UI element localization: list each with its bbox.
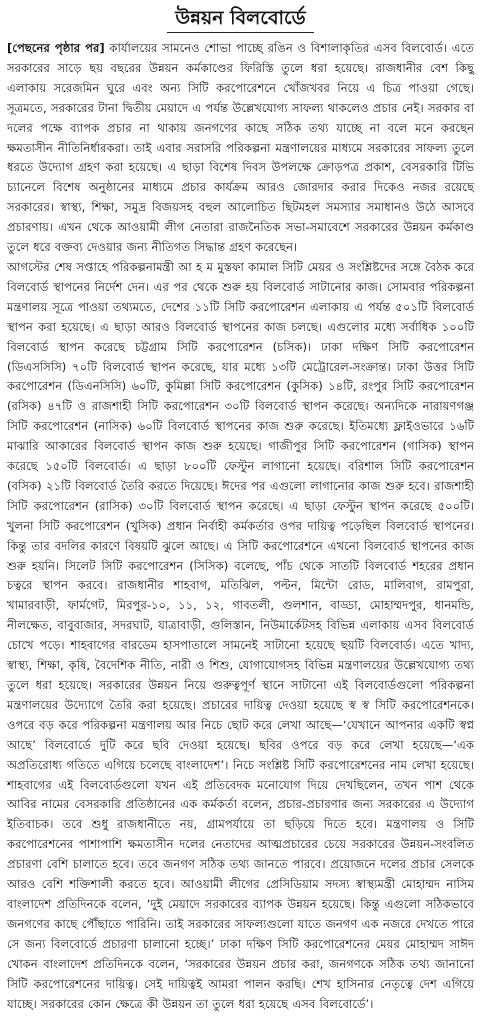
article-body xyxy=(7,39,474,1014)
paragraph-2-text: আগস্টের শেষ সপ্তাহে পরিকল্পনামন্ত্রী আ হ ম মুস্তফা কামাল সিটি মেয়র ও সংশ্লিষ্টদের সঙ্গে বৈঠক করে বিলবোর্ড স্থাপনের নির্দেশ দেন। এর পর থেকে শুরু হয় বিলবোর্ড সাটানোর কাজ। সোমবার পরিকল্পনা মন্ত্রণালয় সূত্রে পাওয়া তথ্যমতে, দেশের ১১টি সিটি করপোরেশন এলাকায় এ পর্যন্ত ৫০১টি বিলবোর্ড স্থাপন করা হয়েছে। এ ছাড়া আরও বিলবোর্ড স্থাপনের কাজ চলছে। এগুলোর মধ্যে সর্বাধিক ১০০টি বিলবোর্ড স্থাপন করেছে চট্টগ্রাম সিটি করপোরেশন (চসিক)। ঢাকা দক্ষিণ সিটি করপোরেশন (ডিএসসিসি) ৭০টি বিলবোর্ড স্থাপন করেছে, যার মধ্যে ১৩টি মেট্রোরেল-সংক্রান্ত। ঢাকা উত্তর সিটি করপোরেশন (ডিএনসিসি) ৬০টি, কুমিল্লা সিটি করপোরেশন (কুসিক) ১৪টি, রংপুর সিটি করপোরেশন (রসিক) ৪৭টি ও রাজশাহী সিটি করপোরেশন ৩০টি বিলবোর্ড স্থাপন করেছে। অন্যদিকে নারায়ণগঞ্জ সিটি করপোরেশন (নাসিক) ৬০টি বিলবোর্ড স্থাপনের কাজ শুরু করেছে। ইতিমধ্যে ফ্লাইওভারে ১৬টি মাঝারি আকারের বিলবোর্ড স্থাপন কাজ শুরু হয়েছে। গাজীপুর সিটি করপোরেশন (গাসিক) স্থাপন করেছে ১৫০টি বিলবোর্ড। এ ছাড়া ৮০০টি ফেস্টুন লাগানো হয়েছে। বরিশাল সিটি করপোরেশন (বসিক) ২১টি বিলবোর্ড তৈরি করতে দিয়েছে। ঈদের পর এগুলো লাগানোর কাজ শুরু হবে। রাজশাহী সিটি করপোরেশন (রাসিক) ৩০টি বিলবোর্ড স্থাপন করেছে। এ ছাড়া ফেস্টুন স্থাপন করেছে ৫০০টি। খুলনা সিটি করপোরেশন (খুসিক) প্রধান নির্বাহী কর্মকর্তার ওপর দায়িত্ব পড়েছিল বিলবোর্ড স্থাপনের। কিন্তু তার বদলির কারণে বিষয়টি ঝুলে আছে। এ সিটি করপোরেশনে এখনো বিলবোর্ড স্থাপনের কাজ শুরু হয়নি। সিলেট সিটি করপোরেশন (সিসিক) বলেছে, পাঁচ থেকে সাতটি বিলবোর্ড শহরের প্রধান চত্বরে স্থাপন করবে। রাজধানীর শাহবাগ, মতিঝিল, পল্টন, মিন্টো রোড, মালিবাগ, রামপুরা, খামারবাড়ী, ফার্মগেট, মিরপুর-১০, ১১, ১২, গাবতলী, গুলশান, বাড্ডা, মোহাম্মদপুর, ধানমন্ডি, নীলক্ষেত, বাবুবাজার, সদরঘাট, যাত্রাবাড়ী, গুলিস্তান, নিউমার্কেটসহ বিভিন্ন এলাকায় এসব বিলবোর্ড চোখে পড়ে। শাহবাগের বারডেম হাসপাতালে সামনেই সাটানো হয়েছে ছয়টি বিলবোর্ড। এতে খাদ্য, স্বাস্থ্য, শিক্ষা, কৃষি, বৈদেশিক নীতি, নারী ও শিশু, যোগাযোগসহ বিভিন্ন মন্ত্রণালয়ের উল্লেখযোগ্য তথ্য তুলে ধরা হয়েছে। সরকারের উন্নয়ন নিয়ে গুরুত্বপূর্ণ স্থানে সাটানো এই বিলবোর্ডগুলো পরিকল্পনা মন্ত্রণালয়ের উদ্যোগে তৈরি করা হয়েছে। প্রচারের দায়িত্ব দেওয়া হয়েছে স্ব স্ব সিটি করপোরেশনকে। ওপরে বড় করে পরিকল্পনা মন্ত্রণালয় আর নিচে ছোট করে লেখা আছে—‘যেখানে আপনার একটি স্বপ্ন আছে’ বিলবোর্ডে দুটি করে ছবি দেওয়া হয়েছে। ছবির ওপরে বড় করে লেখা হয়েছে—‘এক অপ্রতিরোধ্য গতিতে এগিয়ে চলেছে বাংলাদেশ’। নিচে সংশ্লিষ্ট সিটি করপোরেশনের নাম লেখা হয়েছে। শাহবাগের এই বিলবোর্ডগুলো যখন এই প্রতিবেদক মনোযোগ দিয়ে দেখছিলেন, তখন পাশ থেকে আবির নামের বেসরকারি প্রতিষ্ঠানের এক কর্মকর্তা বলেন, প্রচার-প্রচারণার জন্য সরকারের এ উদ্যোগ ইতিবাচক। তবে শুধু রাজধানীতে নয়, গ্রামপর্যায়ে তা ছড়িয়ে দিতে হবে। মন্ত্রণালয় ও সিটি করপোরেশনের পাশাপাশি ক্ষমতাসীন দলের নেতাদের আত্মপ্রচারের চেয়ে সরকারের উন্নয়ন-সংবলিত প্রচারণা বেশি চালাতে হবে। তবে জনগণ সঠিক তথ্য জানতে পারবে। প্রয়োজনে দলের প্রচার সেলকে আরও বেশি শক্তিশালী করতে হবে। আওয়ামী লীগের প্রেসিডিয়াম সদস্য স্বাস্থ্যমন্ত্রী মোহাম্মদ নাসিম বাংলাদেশ প্রতিদিনকে বলেন, ‘দুই মেয়াদে সরকারের ব্যাপক উন্নয়ন হয়েছে। কিন্তু এগুলো সঠিকভাবে জনগণের কাছে পৌঁছাতে পারিনি। তাই সরকারের সাফল্যগুলো যাতে জনগণ এক নজরে দেখতে পারে সে জন্য বিলবোর্ডে প্রচারণা চালানো হচ্ছে।’ ঢাকা দক্ষিণ সিটি করপোরেশনের মেয়র মোহাম্মদ সাঈদ খোকন বাংলাদেশ প্রতিদিনকে বলেন, ‘সরকারের উন্নয়ন প্রচার করা, জনগণকে সঠিক তথ্য জানানো সিটি করপোরেশনের দায়িত্ব। সেই দায়িত্বই আমরা পালন করছি। শেখ হাসিনার নেতৃত্বে দেশ এগিয়ে যাচ্ছে। সরকারের কোন ক্ষেত্রে কী উন্নয়ন তা তুলে ধরা হয়েছে এসব বিলবোর্ডে’। xyxy=(7,259,474,1011)
continued-from-label: [পেছনের পৃষ্ঠার পর] xyxy=(7,41,105,55)
paragraph-1-text: কার্যালয়ের সামনেও শোভা পাচ্ছে রঙিন ও বিশালাকৃতির এসব বিলবোর্ড। এতে সরকারের সাড়ে ছয় বছরের উন্নয়ন কর্মকাণ্ডের ফিরিস্তি তুলে ধরা হয়েছে। রাজধানীর বেশ কিছু এলাকায় সরেজমিন ঘুরে এবং অন্য সিটি করপোরেশনে খোঁজখবর নিয়ে এ চিত্র পাওয়া গেছে। সূত্রমতে, সরকারের টানা দ্বিতীয় মেয়াদে এ পর্যন্ত উল্লেখযোগ্য সাফল্য থাকলেও প্রচার নেই। সরকার বা দলের পক্ষে ব্যাপক প্রচার না থাকায় জনগণের কাছে সঠিক তথ্য যাচ্ছে না বলে মনে করছেন ক্ষমতাসীন নীতিনির্ধারকরা। তাই এবার সরাসরি পরিকল্পনা মন্ত্রণালয়ের মাধ্যমে সরকারের সাফল্য তুলে ধরতে উদ্যোগ গ্রহণ করা হয়েছে। এ ছাড়া বিশেষ দিবস উপলক্ষে ক্রোড়পত্র প্রকাশ, বেসরকারি টিভি চ্যানেলে বিশেষ অনুষ্ঠানের মাধ্যমে প্রচার কার্যক্রম আরও জোরদার করার দিকেও নজর রয়েছে সরকারের। স্বাস্থ্য, শিক্ষা, সমুদ্র বিজয়সহ বহুল আলোচিত ছিটমহল সমস্যার সমাধানও উঠে আসবে প্রচারণায়। এখন থেকে আওয়ামী লীগ নেতারা রাজনৈতিক সভা-সমাবেশে সরকারের উন্নয়ন কর্মকাণ্ড তুলে ধরে বক্তব্য দেওয়ার জন্য নীতিগত সিদ্ধান্ত গ্রহণ করেছেন। xyxy=(7,41,474,255)
headline: উন্নয়ন বিলবোর্ডে xyxy=(167,4,313,33)
article-paragraph-2 xyxy=(7,258,474,1014)
article-paragraph-1 xyxy=(7,39,474,258)
headline-wrap xyxy=(7,4,474,33)
